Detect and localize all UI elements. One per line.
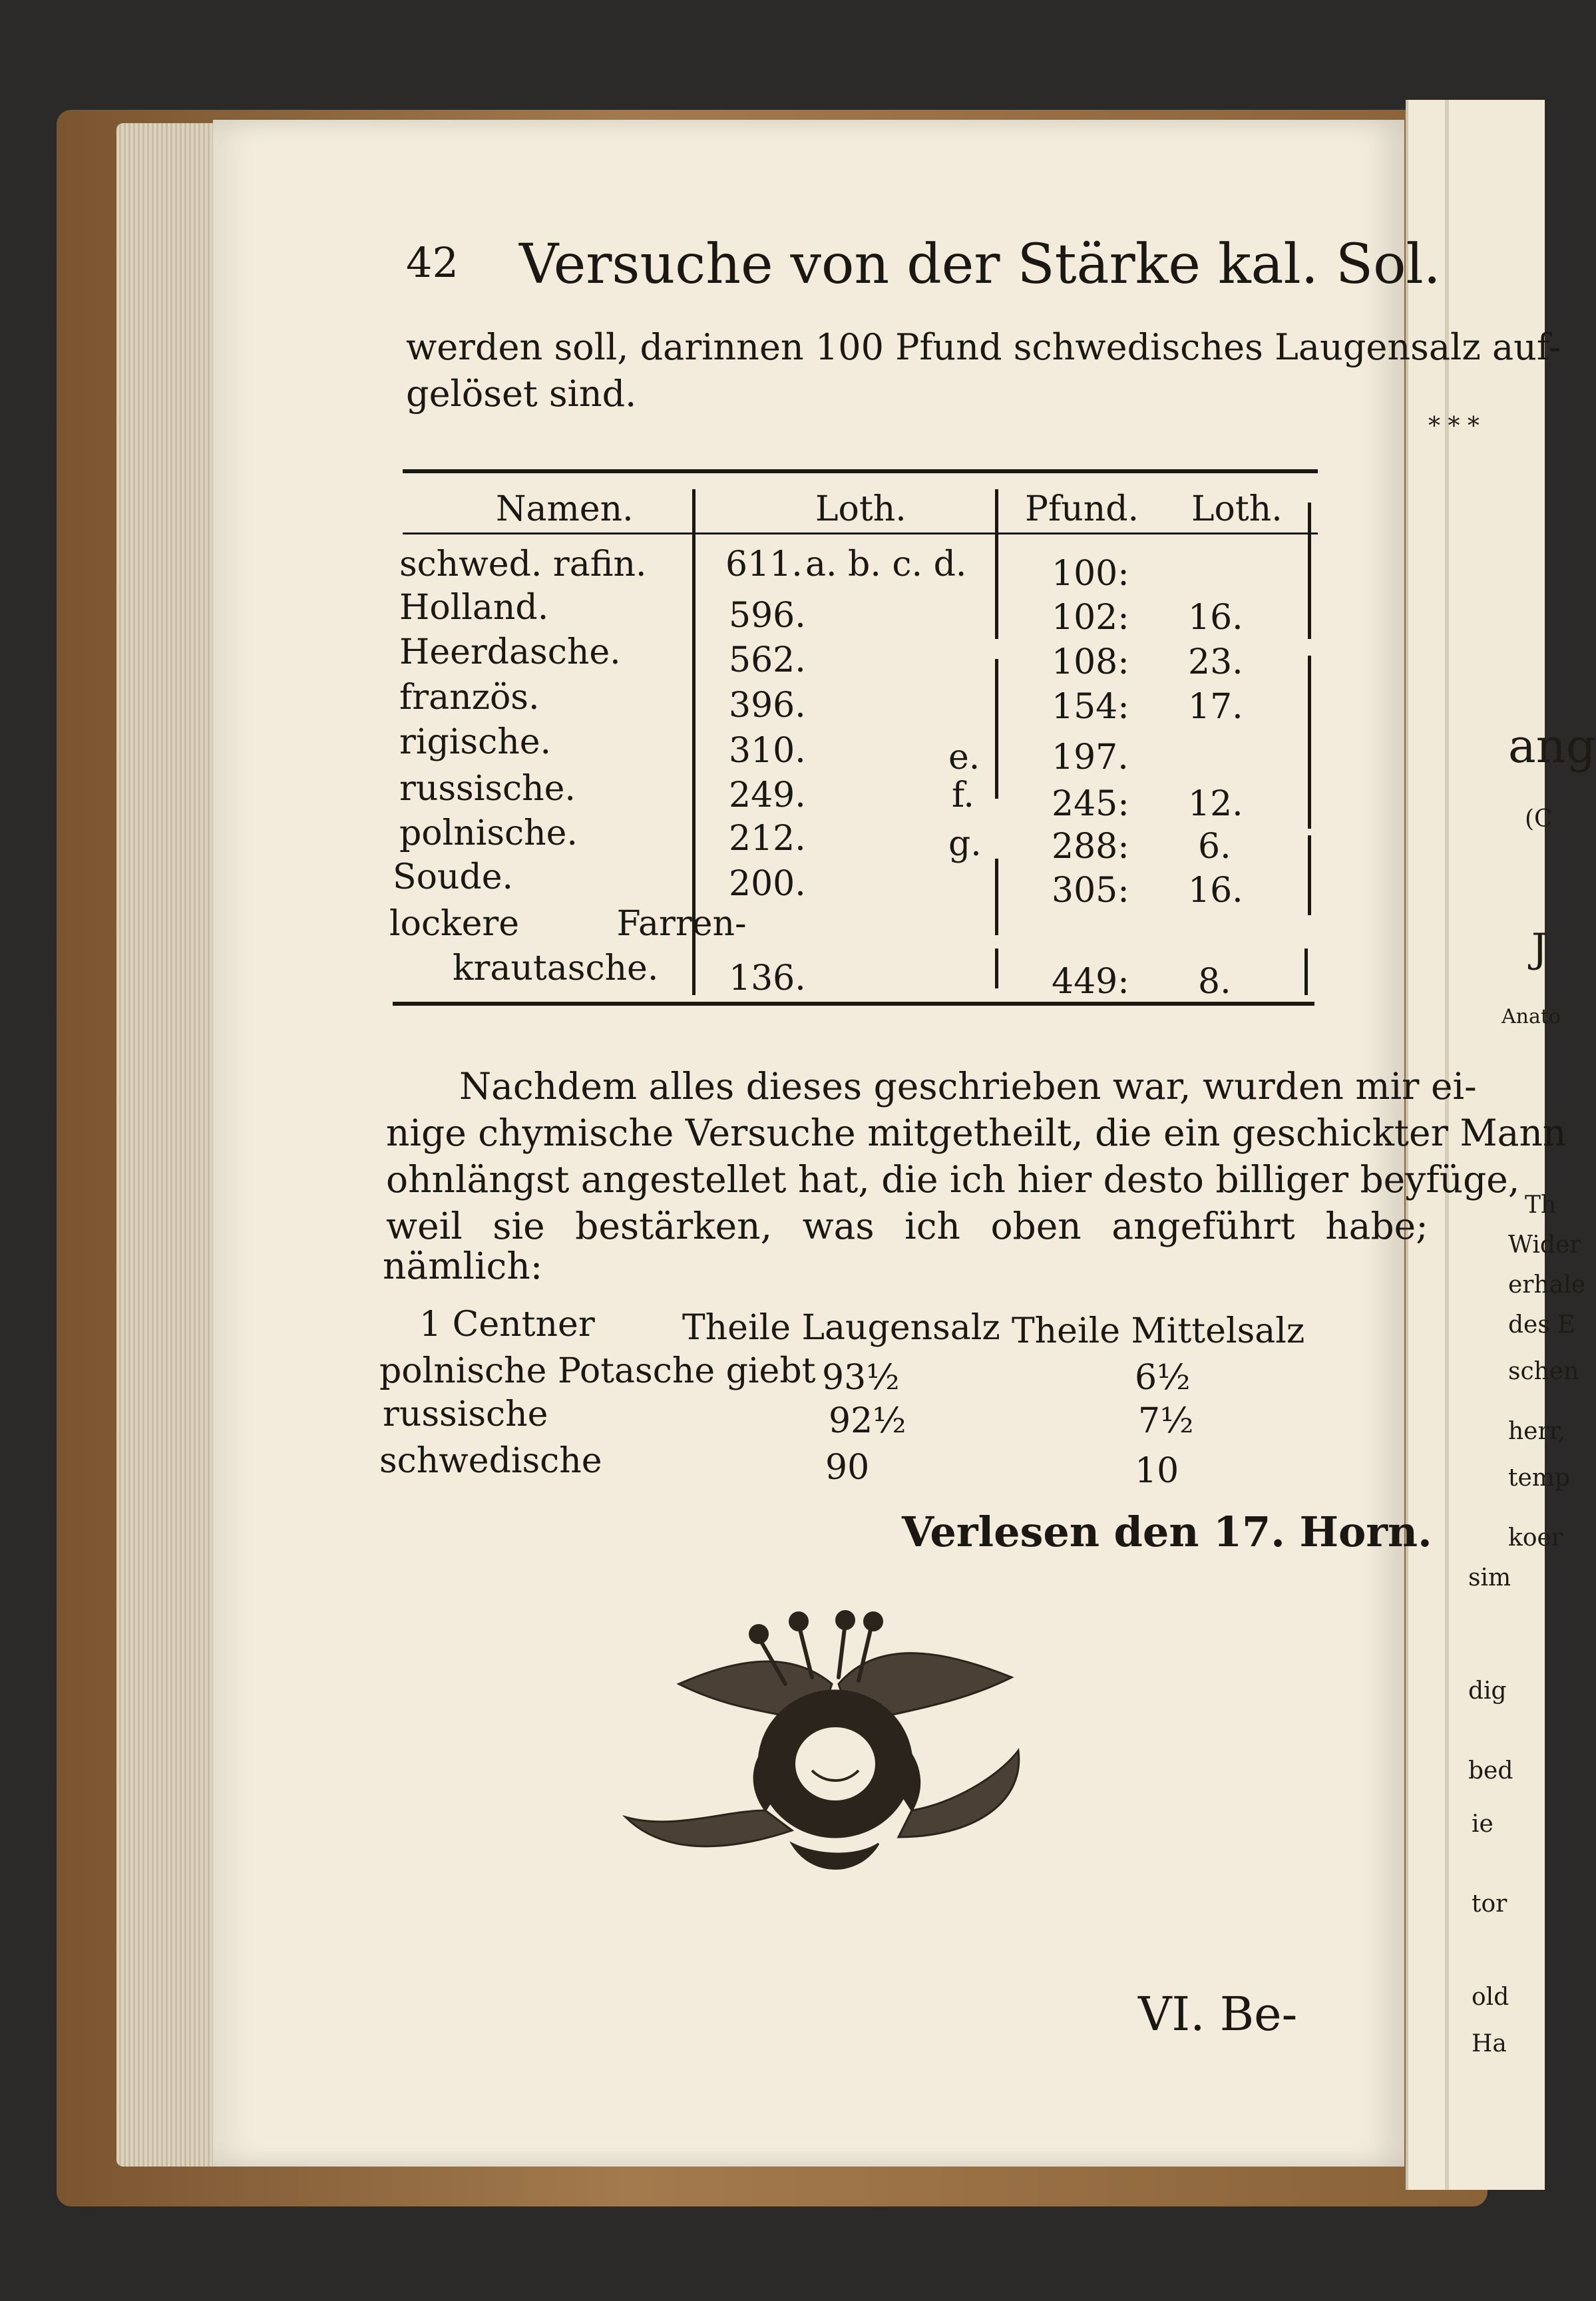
paragraph-line: nige chymische Versuche mitgetheilt, die ein geschickter Mann [386, 1112, 1567, 1154]
table-cell-pfund: 100: [1052, 554, 1129, 594]
table-header: Loth. [815, 489, 906, 529]
page-number: 42 [406, 238, 459, 287]
table-cell-marks: f. [952, 775, 974, 815]
table-cell-name: rigische. [399, 722, 552, 762]
catchword: VI. Be- [1138, 1987, 1298, 2041]
table-cell-name: schwed. rafin. [399, 544, 647, 584]
table-cell-name: Holland. [399, 588, 549, 628]
facing-fragment: koer [1508, 1524, 1563, 1552]
table-cell-name: krautasche. [453, 948, 659, 988]
table2-header: Theile Mittelsalz [1012, 1311, 1305, 1351]
facing-fragment: (C [1525, 805, 1553, 833]
table-cell-pfund: 102: [1052, 598, 1129, 638]
table-cell-name: Heerdasche. [399, 632, 621, 672]
table-cell-loth: 596. [729, 596, 806, 636]
table-cell-loth2: 12. [1188, 784, 1243, 824]
table-column-rule [1308, 503, 1311, 639]
facing-fragment: Anato [1501, 1005, 1561, 1028]
table-cell-loth: 136. [729, 958, 806, 998]
table-cell-marks: a. b. c. d. [805, 544, 967, 584]
table-cell-name: russische. [399, 769, 576, 809]
table-cell-loth2: 16. [1188, 871, 1243, 911]
table-header: Namen. [496, 489, 634, 529]
paragraph-line: nämlich: [383, 1245, 543, 1287]
table-cell-loth: 562. [729, 640, 806, 680]
table2-cell-laugen: 92½ [829, 1401, 906, 1441]
facing-fragment: Wider [1508, 1231, 1581, 1259]
facing-fragment: tor [1472, 1890, 1507, 1918]
table-column-rule [1304, 948, 1308, 995]
table-column-rule [1308, 835, 1311, 915]
page-edges [116, 123, 223, 2167]
table-cell-name: polnische. [399, 813, 578, 853]
table-cell-loth2: 17. [1188, 687, 1243, 727]
table-top-rule [403, 469, 1318, 473]
table-cell-loth: 611. [725, 544, 803, 584]
paragraph-line: ohnlängst angestellet hat, die ich hier desto billiger beyfüge, [386, 1158, 1520, 1201]
paragraph-line: Nachdem alles dieses geschrieben war, wurden mir ei- [459, 1065, 1477, 1108]
table2-cell-laugen: 93½ [822, 1358, 900, 1398]
table-cell-loth: 212. [729, 819, 806, 859]
table2-cell-name: schwedische [379, 1441, 602, 1481]
table-cell-pfund: 197. [1052, 737, 1129, 777]
table-column-rule [995, 489, 998, 639]
table-bottom-rule [393, 1002, 1314, 1006]
facing-fragment: ang [1508, 719, 1596, 773]
facing-fragment: * * * [1428, 413, 1480, 440]
facing-fragment: des E [1508, 1311, 1575, 1339]
table-cell-pfund: 154: [1052, 687, 1129, 727]
table-cell-loth2: 16. [1188, 598, 1243, 638]
facing-fragment: dig [1468, 1677, 1507, 1705]
table-cell-loth2: 6. [1198, 827, 1231, 867]
table-column-rule [1308, 656, 1311, 829]
table-column-rule [995, 948, 998, 988]
table-cell-marks: g. [948, 824, 982, 864]
read-note: Verlesen den 17. Horn. [902, 1508, 1432, 1556]
facing-fragment: bed [1468, 1757, 1513, 1784]
facing-fragment: Ha [1472, 2030, 1507, 2057]
table-cell-pfund: 245: [1052, 784, 1129, 824]
table-cell-loth: 396. [729, 686, 806, 726]
table2-cell-mittel: 7½ [1138, 1401, 1194, 1441]
facing-fragment: schen [1508, 1358, 1579, 1385]
table2-header: 1 Centner [419, 1305, 595, 1345]
facing-fragment: ie [1472, 1810, 1494, 1838]
table2-header: Theile Laugensalz [682, 1308, 1000, 1348]
facing-fragment: J [1531, 925, 1548, 972]
facing-fragment: Th [1525, 1191, 1557, 1219]
table-cell-loth: 249. [729, 775, 806, 815]
table-cell-pfund: 108: [1052, 642, 1129, 682]
table-header: Loth. [1191, 489, 1283, 529]
table2-cell-name: russische [383, 1394, 548, 1434]
table-column-rule [995, 659, 998, 799]
intro-line: werden soll, darinnen 100 Pfund schwedisches Laugensalz auf- [406, 326, 1561, 368]
facing-fragment: old [1472, 1984, 1509, 2011]
table-header: Pfund. [1025, 489, 1139, 529]
running-title: Versuche von der Stärke kal. Sol. [519, 233, 1441, 296]
table-cell-name: Soude. [393, 857, 514, 897]
table-cell-pfund: 288: [1052, 827, 1129, 867]
table2-cell-name: polnische Potasche giebt [379, 1351, 816, 1391]
table2-cell-mittel: 10 [1135, 1451, 1179, 1491]
table-cell-marks: e. [948, 737, 980, 777]
table-cell-pfund: 449: [1052, 962, 1129, 1002]
table-cell-loth: 200. [729, 864, 806, 904]
facing-fragment: erhale [1508, 1271, 1585, 1299]
table-column-rule [995, 859, 998, 935]
table2-cell-laugen: 90 [825, 1448, 870, 1488]
table-cell-loth2: 23. [1188, 642, 1243, 682]
paragraph-line: weil sie bestärken, was ich oben angeführt habe; [386, 1205, 1428, 1247]
facing-fragment: herr, [1508, 1418, 1566, 1445]
table-header-rule [403, 532, 1318, 534]
facing-fragment: temp [1508, 1464, 1570, 1492]
table-cell-name: lockere Farren- [389, 904, 747, 944]
table-cell-loth2: 8. [1198, 962, 1231, 1002]
floral-ornament [626, 1611, 1038, 1890]
table2-cell-mittel: 6½ [1135, 1358, 1191, 1398]
facing-fragment: sim [1468, 1564, 1511, 1591]
intro-line: gelöset sind. [406, 373, 637, 415]
table-cell-pfund: 305: [1052, 871, 1129, 911]
table-cell-name: französ. [399, 678, 540, 718]
table-cell-loth: 310. [729, 731, 806, 771]
